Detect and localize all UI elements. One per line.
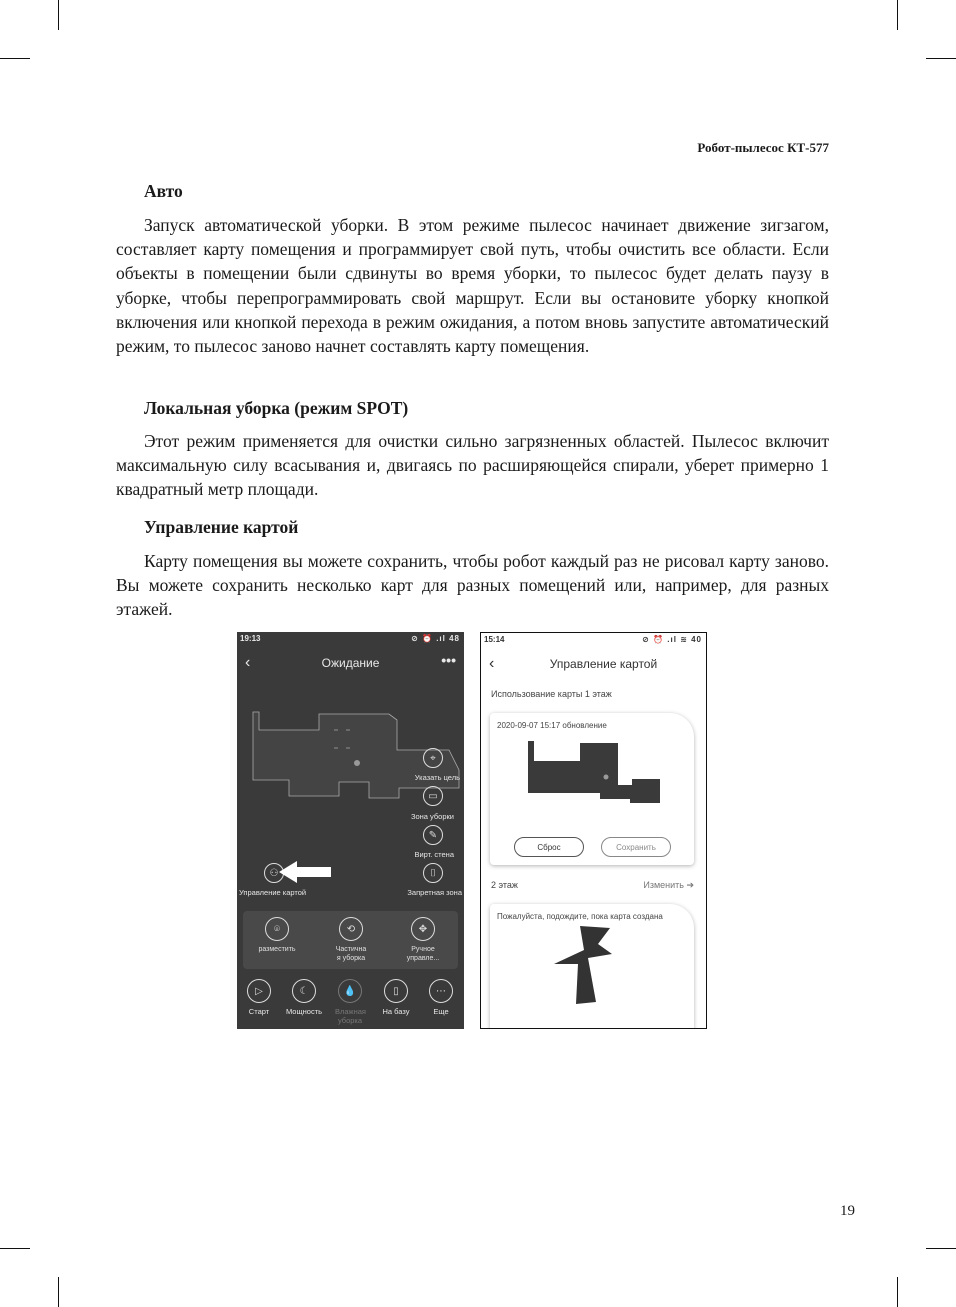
no-go-zone-label: Запретная зона [407, 888, 462, 897]
more-button[interactable] [418, 979, 464, 1016]
crop-mark [897, 0, 898, 30]
crop-mark [58, 0, 59, 30]
dock-label: На базу [382, 1007, 410, 1016]
ellipsis-icon: ⋯ [429, 979, 453, 1003]
title-bar [481, 653, 706, 675]
dpad-icon: ✥ [411, 917, 435, 941]
map-building-status: Пожалуйста, подождите, пока карта создана [497, 912, 663, 921]
power-button[interactable] [281, 979, 327, 1016]
virtual-wall-label: Вирт. стена [414, 850, 454, 859]
crop-mark [58, 1277, 59, 1307]
battery-icon: ▯ [384, 979, 408, 1003]
moon-icon: ☾ [292, 979, 316, 1003]
manual-control-button[interactable] [393, 917, 453, 963]
dock-button[interactable] [373, 979, 419, 1016]
paragraph-map: Карту помещения вы можете сохранить, чтобы робот каждый раз не рисовал карту заново. Вы можете сохранить несколько карт для разных помещений или, например, для разных этажей. [116, 551, 829, 620]
paragraph-spot: Этот режим применяется для очистки сильно загрязненных областей. Пылесос включит максимальную силу всасывания и, двигаясь по расширяющейся спирали, уберет примерно 1 квадратный метр площади. [116, 431, 829, 500]
quick-panel [243, 911, 458, 969]
virtual-wall-icon[interactable]: ✎ [423, 825, 443, 845]
partial-clean-label: Частична я уборка [335, 946, 367, 962]
partial-clean-icon: ⟲ [339, 917, 363, 941]
status-icons: ⊘ ⏰ .ıl ≋ 40 [642, 635, 702, 644]
floor1-map-card[interactable] [490, 713, 694, 865]
back-icon[interactable]: ‹ [489, 655, 495, 672]
status-time: 15:14 [484, 635, 505, 644]
start-button[interactable] [237, 979, 282, 1016]
section-title-auto: Авто [144, 181, 183, 201]
no-go-zone-icon[interactable]: ⌷ [423, 863, 443, 883]
status-time: 19:13 [240, 634, 261, 643]
floor2-map [540, 924, 650, 1029]
floor2-map-card[interactable] [490, 904, 694, 1029]
target-icon[interactable]: ⌖ [423, 748, 443, 768]
title-bar [237, 652, 464, 674]
clean-zone-label: Зона уборки [410, 812, 454, 821]
more-icon[interactable]: ••• [441, 652, 456, 668]
running-header: Робот-пылесос КТ-577 [697, 140, 829, 155]
screen-title: Управление картой [549, 657, 658, 671]
pointer-arrow-icon [277, 859, 333, 885]
section-title-map: Управление картой [144, 517, 299, 537]
location-pin-icon: ⌾ [265, 917, 289, 941]
water-drop-icon: 💧 [338, 979, 362, 1003]
power-label: Мощность [285, 1007, 323, 1016]
place-label: разместить [258, 946, 296, 953]
page-number: 19 [840, 1203, 855, 1219]
manual-control-label: Ручное управле... [406, 946, 440, 962]
status-bar [484, 635, 702, 644]
save-button[interactable]: Сохранить [601, 837, 671, 857]
section-title-spot: Локальная уборка (режим SPOT) [144, 398, 409, 418]
start-label: Старт [248, 1007, 270, 1016]
more-label: Еще [433, 1007, 449, 1016]
crop-mark [0, 58, 30, 59]
reset-button[interactable]: Сброс [514, 837, 584, 857]
bottom-bar [237, 979, 464, 1029]
crop-mark [926, 1248, 956, 1249]
crop-mark [926, 58, 956, 59]
mop-label: Влажная уборка [335, 1007, 366, 1025]
mop-button[interactable] [327, 979, 373, 1025]
crop-mark [897, 1277, 898, 1307]
floor1-label: Использование карты 1 этаж [491, 689, 612, 699]
floor2-label: 2 этаж [491, 880, 518, 890]
screenshot-map-management [480, 632, 707, 1029]
map-timestamp: 2020-09-07 15:17 обновление [497, 721, 607, 730]
map-management-label: Управление картой [239, 888, 307, 897]
back-icon[interactable]: ‹ [245, 654, 251, 671]
paragraph-auto: Запуск автоматической уборки. В этом режиме пылесос начинает движение зигзагом, составляет карту помещения и программирует свой путь, чтобы очистить все области. Если объекты в помещении были сдвинуты во время уборки, то пылесос будет делать паузу в уборке, чтобы перепрограммировать свой маршрут. Если вы остановите уборку кнопкой включения или кнопкой перехода в режим ожидания, а потом вновь запустите автоматический режим, то пылесос заново начнет составлять карту помещения. [116, 215, 829, 357]
screen-title: Ожидание [321, 656, 380, 670]
edit-link[interactable]: Изменить ➔ [643, 880, 694, 890]
floor1-map [520, 741, 670, 811]
clean-zone-icon[interactable]: ▭ [423, 786, 443, 806]
partial-clean-button[interactable] [321, 917, 381, 963]
target-label: Указать цель [414, 773, 460, 782]
map-management-icon[interactable]: ⚇ [264, 863, 284, 883]
play-icon: ▷ [247, 979, 271, 1003]
status-icons: ⊘ ⏰ .ıl 48 [411, 634, 460, 643]
status-bar [240, 634, 460, 643]
crop-mark [0, 1248, 30, 1249]
place-button[interactable] [247, 917, 307, 954]
screenshot-standby [237, 632, 464, 1029]
